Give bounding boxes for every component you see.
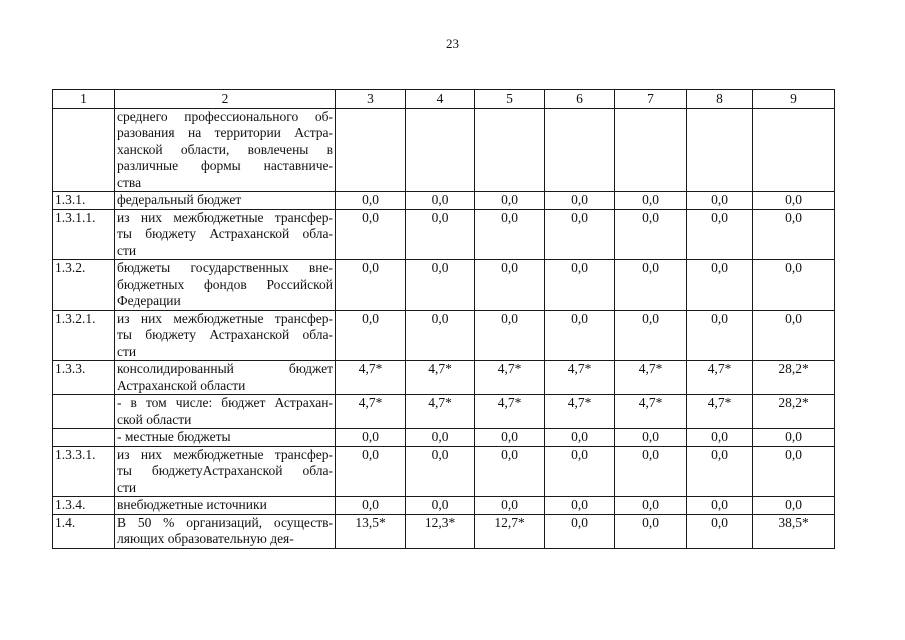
value-cell-col-7: 0,0 bbox=[615, 310, 687, 361]
value-cell-col-5: 0,0 bbox=[475, 497, 545, 515]
value-cell-col-6: 0,0 bbox=[545, 310, 615, 361]
value-cell-col-8 bbox=[687, 108, 753, 192]
description-line: ты бюджету Астраханской обла- bbox=[117, 327, 333, 342]
description-line: различные формы наставниче- bbox=[117, 158, 333, 173]
table-row bbox=[53, 209, 835, 260]
value-cell-col-8: 0,0 bbox=[687, 429, 753, 447]
row-description bbox=[115, 429, 336, 447]
value-cell-col-4 bbox=[406, 108, 475, 192]
column-number-4: 4 bbox=[406, 90, 475, 109]
value-cell-col-4: 4,7* bbox=[406, 395, 475, 429]
column-number-6: 6 bbox=[545, 90, 615, 109]
value-cell-col-4: 0,0 bbox=[406, 260, 475, 311]
table-row bbox=[53, 395, 835, 429]
description-line: сти bbox=[117, 242, 137, 258]
value-cell-col-7: 0,0 bbox=[615, 209, 687, 260]
column-number-1: 1 bbox=[53, 90, 115, 109]
value-cell-col-7: 0,0 bbox=[615, 429, 687, 447]
value-cell-col-6: 0,0 bbox=[545, 497, 615, 515]
table-row bbox=[53, 497, 835, 515]
value-cell-col-7: 0,0 bbox=[615, 497, 687, 515]
value-cell-col-9: 28,2* bbox=[753, 395, 835, 429]
description-line: В 50 % организаций, осуществ- bbox=[117, 514, 333, 530]
row-description bbox=[115, 361, 336, 395]
description-line: из них межбюджетные трансфер- bbox=[117, 446, 333, 462]
page-number: 23 bbox=[446, 36, 459, 51]
value-cell-col-3: 0,0 bbox=[336, 429, 406, 447]
value-cell-col-6: 0,0 bbox=[545, 429, 615, 447]
column-number-7: 7 bbox=[615, 90, 687, 109]
table-row bbox=[53, 514, 835, 548]
row-description bbox=[115, 514, 336, 548]
value-cell-col-4: 0,0 bbox=[406, 192, 475, 210]
budget-table bbox=[52, 89, 835, 549]
description-line: ляющих образовательную дея- bbox=[117, 531, 294, 546]
value-cell-col-9: 0,0 bbox=[753, 209, 835, 260]
row-code: 1.3.2. bbox=[53, 260, 115, 311]
value-cell-col-6: 0,0 bbox=[545, 514, 615, 548]
value-cell-col-7: 0,0 bbox=[615, 192, 687, 210]
value-cell-col-5: 4,7* bbox=[475, 361, 545, 395]
row-description bbox=[115, 192, 336, 210]
row-description bbox=[115, 108, 336, 192]
value-cell-col-5: 0,0 bbox=[475, 446, 545, 497]
row-code: 1.4. bbox=[53, 514, 115, 548]
row-code: 1.3.4. bbox=[53, 497, 115, 515]
column-number-9: 9 bbox=[753, 90, 835, 109]
table-row bbox=[53, 260, 835, 311]
value-cell-col-5: 0,0 bbox=[475, 429, 545, 447]
value-cell-col-5: 0,0 bbox=[475, 209, 545, 260]
value-cell-col-8: 0,0 bbox=[687, 209, 753, 260]
table-row bbox=[53, 361, 835, 395]
value-cell-col-3: 0,0 bbox=[336, 192, 406, 210]
table-row bbox=[53, 446, 835, 497]
value-cell-col-8: 0,0 bbox=[687, 310, 753, 361]
description-line: сти bbox=[117, 479, 137, 495]
row-code: 1.3.1. bbox=[53, 192, 115, 210]
value-cell-col-4: 0,0 bbox=[406, 446, 475, 497]
value-cell-col-6: 4,7* bbox=[545, 361, 615, 395]
description-line: консолидированный бюджет bbox=[117, 361, 333, 376]
row-description bbox=[115, 260, 336, 311]
row-description bbox=[115, 446, 336, 497]
value-cell-col-7: 4,7* bbox=[615, 361, 687, 395]
row-code: 1.3.3. bbox=[53, 361, 115, 395]
value-cell-col-7: 0,0 bbox=[615, 514, 687, 548]
row-code bbox=[53, 429, 115, 447]
value-cell-col-4: 0,0 bbox=[406, 209, 475, 260]
value-cell-col-5: 4,7* bbox=[475, 395, 545, 429]
value-cell-col-9 bbox=[753, 108, 835, 192]
value-cell-col-8: 0,0 bbox=[687, 514, 753, 548]
description-line: ты бюджетуАстраханской обла- bbox=[117, 463, 333, 478]
table-row bbox=[53, 192, 835, 210]
description-line: ханской области, вовлечены в bbox=[117, 141, 333, 157]
value-cell-col-8: 0,0 bbox=[687, 446, 753, 497]
value-cell-col-6 bbox=[545, 108, 615, 192]
value-cell-col-3: 0,0 bbox=[336, 260, 406, 311]
row-description bbox=[115, 497, 336, 515]
value-cell-col-6: 0,0 bbox=[545, 446, 615, 497]
description-line: - местные бюджеты bbox=[117, 429, 231, 444]
column-number-2: 2 bbox=[115, 90, 336, 109]
value-cell-col-6: 4,7* bbox=[545, 395, 615, 429]
table-row bbox=[53, 310, 835, 361]
row-code: 1.3.1.1. bbox=[53, 209, 115, 260]
value-cell-col-5 bbox=[475, 108, 545, 192]
value-cell-col-4: 0,0 bbox=[406, 429, 475, 447]
row-code: 1.3.3.1. bbox=[53, 446, 115, 497]
description-line: Федерации bbox=[117, 293, 181, 308]
value-cell-col-5: 0,0 bbox=[475, 310, 545, 361]
value-cell-col-5: 12,7* bbox=[475, 514, 545, 548]
column-number-5: 5 bbox=[475, 90, 545, 109]
table-row bbox=[53, 429, 835, 447]
description-line: разования на территории Астра- bbox=[117, 125, 333, 140]
value-cell-col-6: 0,0 bbox=[545, 260, 615, 311]
value-cell-col-9: 0,0 bbox=[753, 260, 835, 311]
value-cell-col-9: 0,0 bbox=[753, 429, 835, 447]
value-cell-col-8: 0,0 bbox=[687, 497, 753, 515]
value-cell-col-3: 0,0 bbox=[336, 497, 406, 515]
description-line: из них межбюджетные трансфер- bbox=[117, 209, 333, 225]
value-cell-col-9: 0,0 bbox=[753, 497, 835, 515]
description-line: среднего профессионального об- bbox=[117, 108, 333, 124]
value-cell-col-8: 0,0 bbox=[687, 260, 753, 311]
value-cell-col-3: 13,5* bbox=[336, 514, 406, 548]
value-cell-col-9: 38,5* bbox=[753, 514, 835, 548]
row-code: 1.3.2.1. bbox=[53, 310, 115, 361]
description-line: ства bbox=[117, 174, 142, 190]
description-line: внебюджетные источники bbox=[117, 497, 267, 512]
column-number-8: 8 bbox=[687, 90, 753, 109]
value-cell-col-3: 0,0 bbox=[336, 446, 406, 497]
value-cell-col-9: 0,0 bbox=[753, 446, 835, 497]
value-cell-col-8: 4,7* bbox=[687, 395, 753, 429]
value-cell-col-6: 0,0 bbox=[545, 192, 615, 210]
value-cell-col-7: 4,7* bbox=[615, 395, 687, 429]
description-line: федеральный бюджет bbox=[117, 192, 242, 207]
description-line: из них межбюджетные трансфер- bbox=[117, 310, 333, 326]
value-cell-col-4: 4,7* bbox=[406, 361, 475, 395]
description-line: - в том числе: бюджет Астрахан- bbox=[117, 395, 333, 410]
value-cell-col-5: 0,0 bbox=[475, 192, 545, 210]
value-cell-col-7 bbox=[615, 108, 687, 192]
value-cell-col-9: 0,0 bbox=[753, 310, 835, 361]
value-cell-col-6: 0,0 bbox=[545, 209, 615, 260]
description-line: сти bbox=[117, 343, 137, 359]
value-cell-col-4: 0,0 bbox=[406, 310, 475, 361]
value-cell-col-5: 0,0 bbox=[475, 260, 545, 311]
value-cell-col-8: 0,0 bbox=[687, 192, 753, 210]
description-line: ты бюджету Астраханской обла- bbox=[117, 226, 333, 241]
value-cell-col-4: 0,0 bbox=[406, 497, 475, 515]
description-line: Астраханской области bbox=[117, 377, 246, 393]
row-code bbox=[53, 395, 115, 429]
value-cell-col-3 bbox=[336, 108, 406, 192]
value-cell-col-3: 0,0 bbox=[336, 310, 406, 361]
value-cell-col-3: 4,7* bbox=[336, 395, 406, 429]
table-header-row bbox=[53, 90, 835, 109]
description-line: бюджеты государственных вне- bbox=[117, 260, 333, 275]
value-cell-col-9: 28,2* bbox=[753, 361, 835, 395]
value-cell-col-7: 0,0 bbox=[615, 260, 687, 311]
row-description bbox=[115, 310, 336, 361]
description-line: ской области bbox=[117, 411, 192, 427]
row-description bbox=[115, 395, 336, 429]
value-cell-col-3: 0,0 bbox=[336, 209, 406, 260]
value-cell-col-7: 0,0 bbox=[615, 446, 687, 497]
value-cell-col-3: 4,7* bbox=[336, 361, 406, 395]
table-row bbox=[53, 108, 835, 192]
column-number-3: 3 bbox=[336, 90, 406, 109]
row-code bbox=[53, 108, 115, 192]
value-cell-col-8: 4,7* bbox=[687, 361, 753, 395]
value-cell-col-4: 12,3* bbox=[406, 514, 475, 548]
description-line: бюджетных фондов Российской bbox=[117, 276, 333, 292]
row-description bbox=[115, 209, 336, 260]
value-cell-col-9: 0,0 bbox=[753, 192, 835, 210]
